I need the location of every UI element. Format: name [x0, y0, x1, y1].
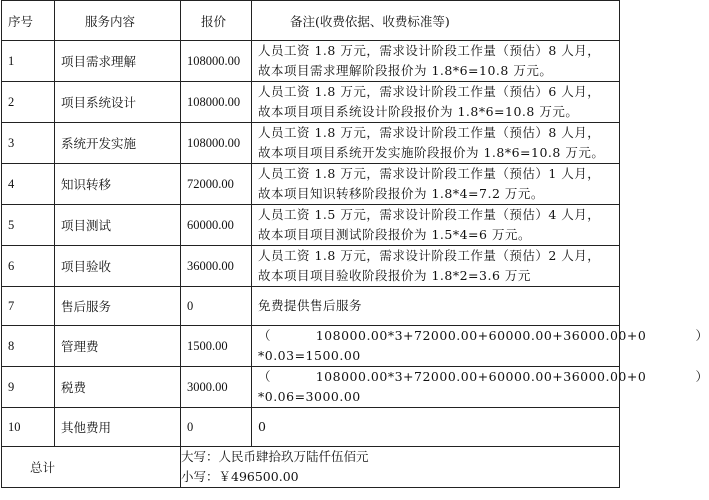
- table-row: [2, 326, 620, 367]
- note-line: 人员工资 1.8 万元，需求设计阶段工作量（预估）6 人月，: [258, 84, 601, 99]
- note-line: 人员工资 1.8 万元，需求设计阶段工作量（预估）8 人月，: [258, 43, 601, 58]
- total-label: 总计: [2, 447, 181, 488]
- table-row: [2, 205, 620, 246]
- row-price: 108000.00: [181, 41, 252, 82]
- row-seq: 7: [2, 287, 55, 326]
- note-line: （ 108000.00*3+72000.00+60000.00+36000.00+0 ）: [258, 328, 709, 343]
- row-price: 3000.00: [181, 367, 252, 408]
- row-service: 管理费: [55, 326, 181, 367]
- row-note: [252, 82, 620, 123]
- row-service: 系统开发实施: [55, 123, 181, 164]
- note-line: 故本项目需求理解阶段报价为 1.8*6=10.8 万元。: [258, 63, 553, 78]
- row-price: 108000.00: [181, 123, 252, 164]
- total-lowercase: 小写：￥496500.00: [181, 469, 299, 484]
- row-note: [252, 123, 620, 164]
- row-seq: 2: [2, 82, 55, 123]
- row-seq: 4: [2, 164, 55, 205]
- table-row: [2, 82, 620, 123]
- row-price: 72000.00: [181, 164, 252, 205]
- row-note: [252, 408, 620, 447]
- row-note: [252, 164, 620, 205]
- row-note: [252, 41, 620, 82]
- note-line: 人员工资 1.5 万元，需求设计阶段工作量（预估）4 人月，: [258, 207, 601, 222]
- row-seq: 1: [2, 41, 55, 82]
- row-service: 项目系统设计: [55, 82, 181, 123]
- table-row: [2, 41, 620, 82]
- note-line: 人员工资 1.8 万元，需求设计阶段工作量（预估）2 人月，: [258, 248, 601, 263]
- note-line: *0.03=1500.00: [258, 348, 361, 363]
- row-seq: 6: [2, 246, 55, 287]
- row-seq: 8: [2, 326, 55, 367]
- note-line: 故本项目项目系统开发实施阶段报价为 1.8*6=10.8 万元。: [258, 145, 605, 160]
- row-note: [252, 246, 620, 287]
- table-row: [2, 164, 620, 205]
- table-row: [2, 246, 620, 287]
- total-amount: [181, 447, 620, 488]
- row-service: 项目验收: [55, 246, 181, 287]
- note-line: 0: [258, 419, 267, 434]
- note-line: 人员工资 1.8 万元，需求设计阶段工作量（预估）8 人月，: [258, 125, 601, 140]
- row-note: [252, 287, 620, 326]
- row-service: 知识转移: [55, 164, 181, 205]
- row-service: 其他费用: [55, 408, 181, 447]
- row-service: 税费: [55, 367, 181, 408]
- row-seq: 9: [2, 367, 55, 408]
- note-line: （ 108000.00*3+72000.00+60000.00+36000.00+0 ）: [258, 369, 709, 384]
- note-line: 故本项目项目测试阶段报价为 1.5*4=6 万元。: [258, 227, 531, 242]
- total-uppercase: 大写：人民币肆拾玖万陆仟伍佰元: [181, 449, 369, 464]
- note-line: 人员工资 1.8 万元，需求设计阶段工作量（预估）1 人月，: [258, 166, 601, 181]
- note-line: 故本项目项目系统设计阶段报价为 1.8*6=10.8 万元。: [258, 104, 579, 119]
- row-note: [252, 326, 709, 367]
- row-note: [252, 367, 709, 408]
- note-line: 免费提供售后服务: [258, 298, 363, 313]
- quote-table: [1, 0, 709, 488]
- row-service: 售后服务: [55, 287, 181, 326]
- table-row: [2, 367, 620, 408]
- table-row: [2, 123, 620, 164]
- row-price: 1500.00: [181, 326, 252, 367]
- row-seq: 10: [2, 408, 55, 447]
- header-row: [2, 1, 620, 41]
- row-note: [252, 205, 620, 246]
- header-price: 报价: [181, 1, 252, 41]
- row-price: 0: [181, 287, 252, 326]
- table-row: [2, 408, 620, 447]
- row-seq: 5: [2, 205, 55, 246]
- note-line: *0.06=3000.00: [258, 389, 361, 404]
- header-note: 备注(收费依据、收费标准等): [252, 1, 620, 41]
- header-seq: 序号: [2, 1, 55, 41]
- row-price: 108000.00: [181, 82, 252, 123]
- row-price: 36000.00: [181, 246, 252, 287]
- note-line: 故本项目项目验收阶段报价为 1.8*2=3.6 万元: [258, 268, 531, 283]
- header-service: 服务内容: [55, 1, 181, 41]
- note-line: 故本项目知识转移阶段报价为 1.8*4=7.2 万元。: [258, 186, 544, 201]
- row-price: 60000.00: [181, 205, 252, 246]
- row-service: 项目需求理解: [55, 41, 181, 82]
- row-seq: 3: [2, 123, 55, 164]
- table-row: [2, 287, 620, 326]
- row-price: 0: [181, 408, 252, 447]
- total-row: [2, 447, 620, 488]
- row-service: 项目测试: [55, 205, 181, 246]
